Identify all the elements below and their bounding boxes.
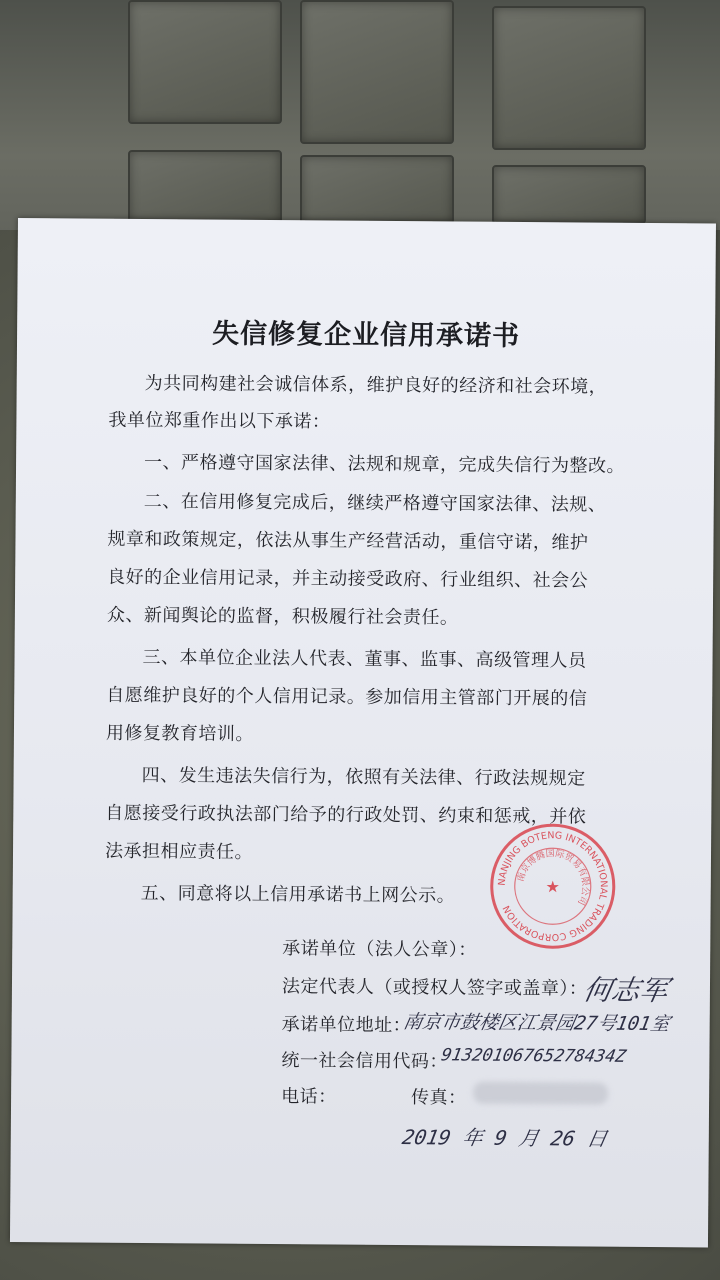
seal-star-icon: ★ — [545, 877, 561, 897]
address-label: 承诺单位地址： — [281, 1014, 412, 1037]
seal-inner-text: 南京博腾国际贸易有限公司 — [515, 848, 591, 907]
wall-tile — [128, 0, 282, 124]
credit-code-label: 统一社会信用代码： — [281, 1050, 448, 1073]
legal-rep-signature: 何志军 — [580, 973, 671, 1008]
seal-graphic — [488, 822, 617, 951]
fax-label: 传真： — [411, 1087, 467, 1109]
date-handwritten: 2019 年 9 月 26 日 — [400, 1125, 610, 1151]
item-1-line: 一、严格遵守国家法律、法规和规章，完成失信行为整改。 — [144, 451, 626, 477]
company-seal — [488, 822, 617, 951]
intro-line: 我单位郑重作出以下承诺： — [108, 409, 331, 433]
item-4-line: 四、发生违法失信行为，依照有关法律、行政法规规定 — [141, 764, 586, 790]
phone-label: 电话： — [281, 1086, 337, 1108]
promise-letter-paper — [10, 218, 716, 1247]
item-2-line: 二、在信用修复完成后，继续严格遵守国家法律、法规、 — [143, 490, 607, 516]
credit-code-handwritten: 91320106765278434Z — [439, 1045, 628, 1067]
item-3-line: 用修复教育培训。 — [105, 722, 255, 745]
intro-line: 为共同构建社会诚信体系，维护良好的经济和社会环境， — [144, 373, 608, 398]
wall-tile — [300, 0, 454, 144]
item-2-line: 众、新闻舆论的监督，积极履行社会责任。 — [106, 604, 459, 629]
item-3-line: 三、本单位企业法人代表、董事、监事、高级管理人员 — [142, 646, 587, 672]
item-2-line: 良好的企业信用记录，并主动接受政府、行业组织、社会公 — [107, 566, 589, 592]
wall-tile — [300, 155, 454, 224]
wall-tile — [128, 150, 282, 224]
item-2-line: 规章和政策规定，依法从事生产经营活动，重信守诺，维护 — [107, 528, 589, 554]
fax-redacted — [473, 1082, 608, 1105]
seal-outer-text: NANJING BOTENG INTERNATIONAL TRADING CORPORATION — [496, 830, 609, 943]
item-4-line: 法承担相应责任。 — [104, 840, 254, 863]
document-title: 失信修复企业信用承诺书 — [211, 318, 521, 352]
address-handwritten: 南京市鼓楼区江景园27号101室 — [401, 1011, 672, 1036]
item-4-line: 自愿接受行政执法部门给予的行政处罚、约束和惩戒，并依 — [105, 802, 587, 828]
promising-unit-label: 承诺单位（法人公章）： — [282, 938, 477, 961]
wall-tile — [492, 6, 646, 150]
item-5-line: 五、同意将以上信用承诺书上网公示。 — [140, 882, 456, 907]
wall-tile — [492, 165, 646, 224]
item-3-line: 自愿维护良好的个人信用记录。参加信用主管部门开展的信 — [106, 684, 588, 710]
legal-rep-label: 法定代表人（或授权人签字或盖章）： — [281, 976, 588, 1000]
